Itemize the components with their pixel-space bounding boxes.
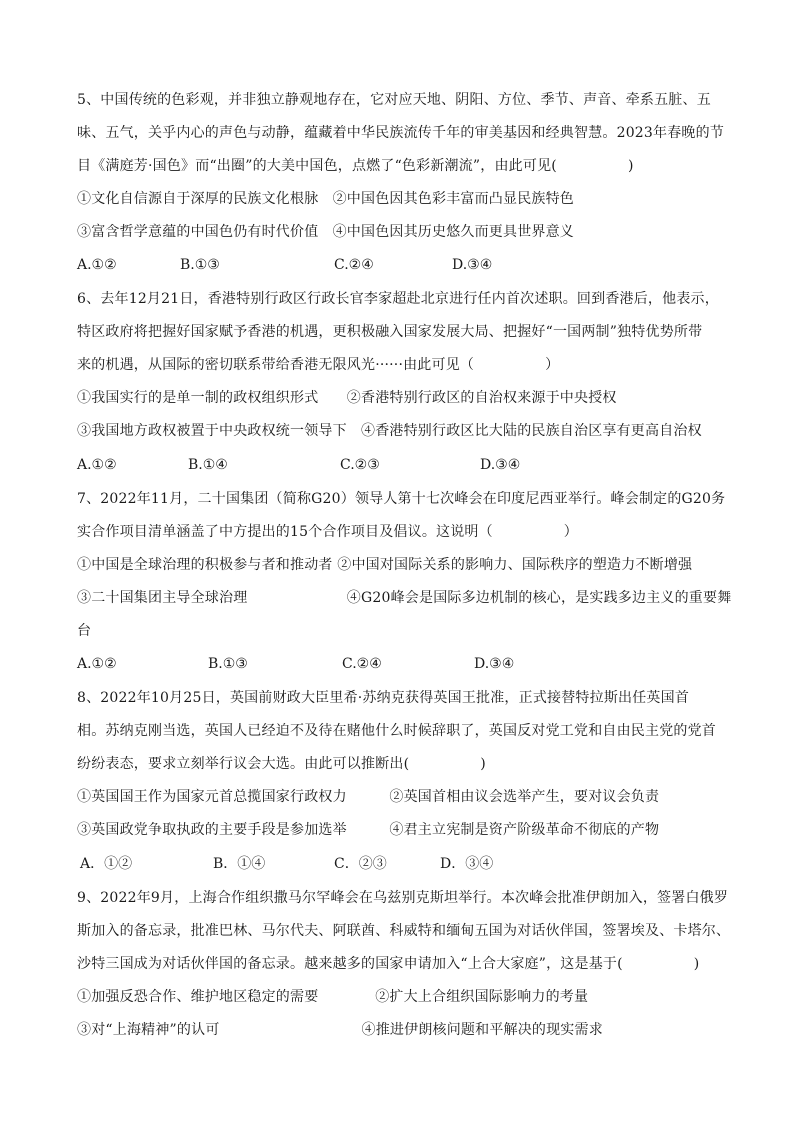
q5-answer-a: A.①② xyxy=(77,257,117,273)
q9-option-line-1: ①加强反恐合作、维护地区稳定的需要 ②扩大上合组织国际影响力的考量 xyxy=(77,989,589,1005)
q8-answer-c: C．②③ xyxy=(334,856,387,872)
q5-answer-b: B.①③ xyxy=(180,257,220,273)
q7-answer-b: B.①③ xyxy=(208,656,248,672)
q6-option-line-2: ③我国地方政权被置于中央政权统一领导下 ④香港特别行政区比大陆的民族自治区享有更高自治权 xyxy=(77,423,702,439)
q6-answer-c: C.②③ xyxy=(340,457,380,473)
q8-option-line-2: ③英国政党争取执政的主要手段是参加选举 ④君主立宪制是资产阶级革命不彻底的产物 xyxy=(77,822,660,838)
q7-stem-line-1: 7、2022年11月，二十国集团（简称G20）领导人第十七次峰会在印度尼西亚举行。峰会制定的G20务 xyxy=(77,491,726,507)
q5-stem-line-1: 5、中国传统的色彩观，并非独立静观地存在，它对应天地、阴阳、方位、季节、声音、牵系五脏、五 xyxy=(77,92,711,108)
q6-answer-b: B.①④ xyxy=(188,457,228,473)
q6-option-line-1: ①我国实行的是单一制的政权组织形式 ②香港特别行政区的自治权来源于中央授权 xyxy=(77,390,617,406)
q6-answer-a: A.①② xyxy=(77,457,117,473)
q7-answer-a: A.①② xyxy=(77,656,117,672)
q7-option-line-3: 台 xyxy=(77,623,92,639)
q6-stem-line-3: 来的机遇，从国际的密切联系带给香港无限风光······由此可见（ ） xyxy=(77,357,560,373)
q5-option-line-2: ③富含哲学意蕴的中国色仍有时代价值 ④中国色因其历史悠久而更具世界意义 xyxy=(77,224,574,240)
q9-option-line-2: ③对“上海精神”的认可 ④推进伊朗核问题和平解决的现实需求 xyxy=(77,1022,603,1038)
q9-stem-line-3: 沙特三国成为对话伙伴国的备忘录。越来越多的国家申请加入“上合大家庭”，这是基于( ) xyxy=(77,956,700,972)
q9-stem-line-1: 9、2022年9月，上海合作组织撒马尔罕峰会在乌兹别克斯坦举行。本次峰会批准伊朗加入，签署白俄罗 xyxy=(77,890,729,906)
q7-option-line-2: ③二十国集团主导全球治理 ④G20峰会是国际多边机制的核心，是实践多边主义的重要舞 xyxy=(77,590,732,606)
q8-answer-a: A．①② xyxy=(80,856,133,872)
q8-stem-line-1: 8、2022年10月25日，英国前财政大臣里希·苏纳克获得英国王批准，正式接替特拉斯出任英国首 xyxy=(77,690,690,706)
q5-answer-c: C.②④ xyxy=(334,257,374,273)
q8-answer-d: D．③④ xyxy=(440,856,494,872)
q6-stem-line-2: 特区政府将把握好国家赋予香港的机遇，更积极融入国家发展大局、把握好“一国两制”独特优势所带 xyxy=(77,324,703,340)
q5-option-line-1: ①文化自信源自于深厚的民族文化根脉 ②中国色因其色彩丰富而凸显民族特色 xyxy=(77,191,574,207)
q6-stem-line-1: 6、去年12月21日，香港特别行政区行政长官李家超赴北京进行任内首次述职。回到香港后，他表示， xyxy=(77,291,719,307)
q7-stem-line-2: 实合作项目清单涵盖了中方提出的15个合作项目及倡议。这说明（ ） xyxy=(77,524,579,540)
q7-answer-c: C.②④ xyxy=(342,656,382,672)
q5-answer-d: D.③④ xyxy=(452,257,493,273)
q8-stem-line-2: 相。苏纳克刚当选，英国人已经迫不及待在赌他什么时候辞职了，英国反对党工党和自由民主党的党首 xyxy=(77,723,716,739)
q8-stem-line-3: 纷纷表态，要求立刻举行议会大选。由此可以推断出( ) xyxy=(77,756,486,772)
q6-answer-d: D.③④ xyxy=(480,457,521,473)
q7-option-line-1: ①中国是全球治理的积极参与者和推动者 ②中国对国际关系的影响力、国际秩序的塑造力不断增强 xyxy=(77,557,693,573)
q9-stem-line-2: 斯加入的备忘录，批准巴林、马尔代夫、阿联酋、科威特和缅甸五国为对话伙伴国，签署埃及、卡塔尔、 xyxy=(77,923,731,939)
q5-stem-line-3: 目《满庭芳·国色》而“出圈”的大美中国色，点燃了“色彩新潮流”，由此可见( ) xyxy=(77,158,634,174)
q8-answer-b: B．①④ xyxy=(213,856,266,872)
q7-answer-d: D.③④ xyxy=(474,656,515,672)
q8-option-line-1: ①英国国王作为国家元首总揽国家行政权力 ②英国首相由议会选举产生，要对议会负责 xyxy=(77,789,660,805)
q5-stem-line-2: 味、五气，关乎内心的声色与动静，蕴藏着中华民族流传千年的审美基因和经典智慧。2023年春晚的节 xyxy=(77,125,725,141)
